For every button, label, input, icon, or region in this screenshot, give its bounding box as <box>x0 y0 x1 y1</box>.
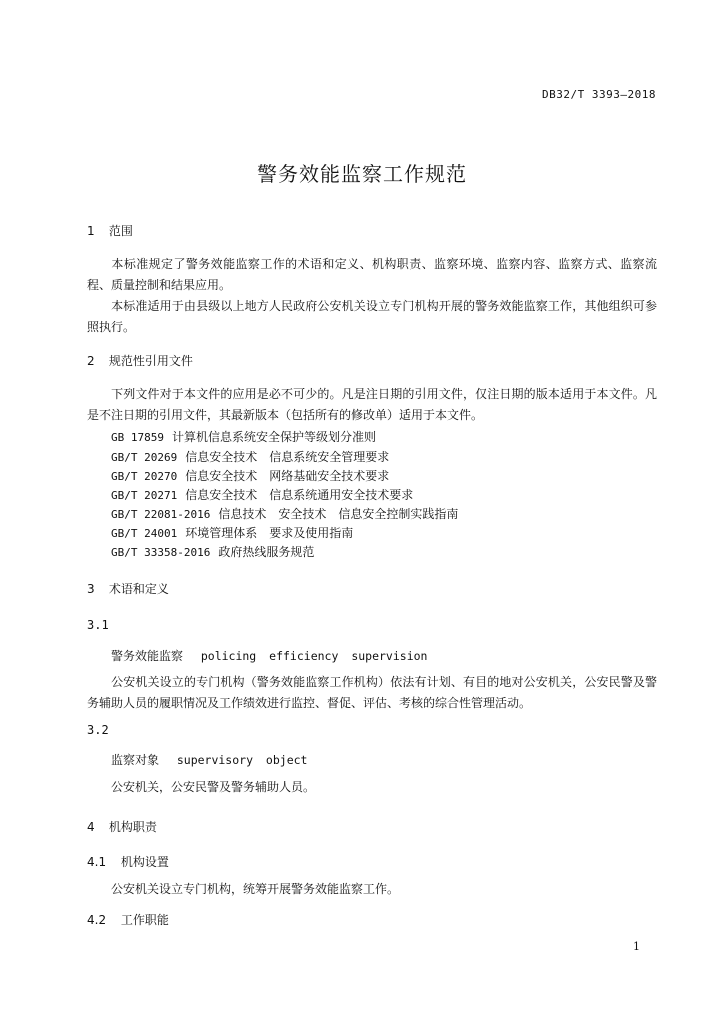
section-number: 1 <box>87 224 95 238</box>
term-number: 3.1 <box>87 618 109 632</box>
section-title: 规范性引用文件 <box>108 354 193 368</box>
setup-paragraph: 公安机关设立专门机构，统筹开展警务效能监察工作。 <box>111 882 400 896</box>
section-number: 2 <box>87 354 95 368</box>
document-title: 警务效能监察工作规范 <box>257 162 467 186</box>
reference-item: GB/T 20269 信息安全技术 信息系统安全管理要求 <box>111 450 390 464</box>
term-entry <box>111 751 307 768</box>
section-heading-responsibilities <box>87 818 157 835</box>
scope-paragraph-2: 本标准适用于由县级以上地方人民政府公安机关设立专门机构开展的警务效能监察工作，其他组织可参照执行。 <box>87 299 657 334</box>
subsection-title: 工作职能 <box>120 913 169 927</box>
subsection-heading-functions <box>87 911 169 928</box>
reference-item: GB/T 33358-2016 政府热线服务规范 <box>111 545 315 559</box>
page-number: 1 <box>633 940 640 953</box>
reference-item: GB/T 20270 信息安全技术 网络基础安全技术要求 <box>111 469 390 483</box>
term-entry <box>111 647 427 664</box>
subsection-heading-setup <box>87 853 169 870</box>
reference-item: GB/T 22081-2016 信息技术 安全技术 信息安全控制实践指南 <box>111 507 459 521</box>
term-chinese: 警务效能监察 <box>111 649 184 663</box>
scope-paragraph-1: 本标准规定了警务效能监察工作的术语和定义、机构职责、监察环境、监察内容、监察方式、监察流程、质量控制和结果应用。 <box>87 257 657 292</box>
section-heading-scope <box>87 222 133 239</box>
subsection-title: 机构设置 <box>120 855 169 869</box>
section-number: 4 <box>87 820 95 834</box>
reference-item: GB/T 24001 环境管理体系 要求及使用指南 <box>111 526 354 540</box>
references-intro: 下列文件对于本文件的应用是必不可少的。凡是注日期的引用文件，仅注日期的版本适用于本文件。凡是不注日期的引用文件，其最新版本（包括所有的修改单）适用于本文件。 <box>87 387 657 422</box>
term-english: policing efficiency supervision <box>200 649 428 663</box>
document-code: DB32/T 3393—2018 <box>542 88 656 101</box>
term-definition: 公安机关设立的专门机构（警务效能监察工作机构）依法有计划、有目的地对公安机关，公安民警及警务辅助人员的履职情况及工作绩效进行监控、督促、评估、考核的综合性管理活动。 <box>87 675 657 710</box>
section-heading-terms <box>87 580 169 597</box>
section-title: 范围 <box>108 224 133 238</box>
reference-item: GB 17859 计算机信息系统安全保护等级划分准则 <box>111 430 376 444</box>
section-title: 术语和定义 <box>108 582 169 596</box>
subsection-number: 4.1 <box>87 855 107 869</box>
subsection-number: 4.2 <box>87 913 107 927</box>
section-number: 3 <box>87 582 95 596</box>
section-heading-normative-references <box>87 352 193 369</box>
term-chinese: 监察对象 <box>111 753 160 767</box>
term-english: supervisory object <box>176 753 308 767</box>
term-number: 3.2 <box>87 723 109 737</box>
term-definition: 公安机关，公安民警及警务辅助人员。 <box>111 780 316 794</box>
section-title: 机构职责 <box>108 820 157 834</box>
reference-item: GB/T 20271 信息安全技术 信息系统通用安全技术要求 <box>111 488 414 502</box>
